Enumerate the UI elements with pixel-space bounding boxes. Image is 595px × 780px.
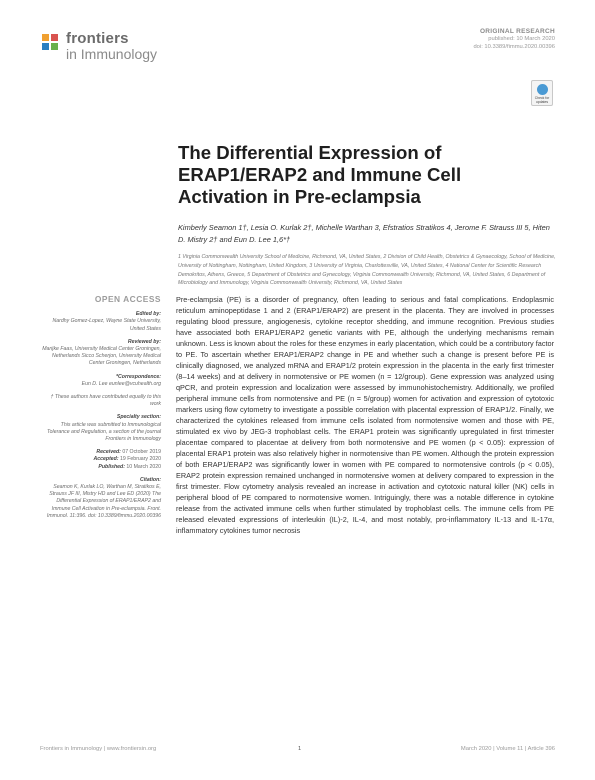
specialty-section-label: Specialty section: <box>116 414 161 421</box>
specialty-section-text: This article was submitted to Immunological Tolerance and Regulation, a section of the journal Frontiers in Immunology <box>46 421 161 443</box>
article-sidebar <box>40 296 161 520</box>
journal-name-line2: in Immunology <box>66 46 158 62</box>
correspondence-text[interactable]: Eun D. Lee eunlee@vcuhealth.org <box>81 380 161 387</box>
editor-text: Nardhy Gomez-Lopez, Wayne State University, United States <box>52 318 161 332</box>
check-for-updates-badge[interactable] <box>531 80 553 106</box>
edited-by-label: Edited by: <box>135 311 161 318</box>
article-type: ORIGINAL RESEARCH <box>479 28 555 35</box>
check-updates-icon <box>537 84 548 95</box>
received-row: Received: 07 October 2019 <box>96 449 161 456</box>
article-dates <box>40 449 161 471</box>
journal-name-line1: frontiers <box>66 30 129 47</box>
article-title: The Differential Expression of ERAP1/ERAP2 and Immune Cell Activation in Pre-eclampsia <box>178 142 462 207</box>
author-list: Kimberly Seamon 1†, Lesia O. Kurlak 2†, Michelle Warthan 3, Efstratios Stratikos 4, Jerome F. Strauss III 5, Hiten D. Mistry 2† and Eun D. Lee 1,6*† <box>178 223 550 244</box>
citation-label: Citation: <box>139 476 161 483</box>
affiliations: 1 Virginia Commonwealth University School of Medicine, Richmond, VA, United States, 2 Division of Child Health, Obstetrics & Gynaecology, School of Medicine, University of Nottingham, Nottingham, United Kingdom, 3 University of Virginia, Charlottesville, VA, United States, 4 National Center for Scientific Research Demokritos, Athens, Greece, 5 Department of Obstetrics and Gynecology, Virginia Commonwealth University, Richmond, VA, United States, 6 Department of Microbiology and Immunology, Virginia Commonwealth University, Richmond, VA, United States <box>178 254 556 287</box>
reviewed-by-label: Reviewed by: <box>127 338 161 345</box>
doi[interactable]: doi: 10.3389/fimmu.2020.00396 <box>473 44 555 50</box>
reviewers-text: Marijke Faas, University Medical Center Groningen, Netherlands Sicco Scherjon, University Medical Center Groningen, Netherlands <box>42 346 161 367</box>
footer-issue-info: March 2020 | Volume 11 | Article 396 <box>460 746 555 752</box>
published-row: Published: 10 March 2020 <box>98 463 161 470</box>
article-header-info <box>355 28 555 51</box>
footer-journal-link[interactable]: Frontiers in Immunology | www.frontiersin.org <box>40 746 157 752</box>
page-number: 1 <box>298 746 302 752</box>
check-updates-label: Check for updates <box>534 96 550 104</box>
equal-contribution-note: † These authors have contributed equally to this work <box>50 394 161 408</box>
journal-logo <box>40 28 170 62</box>
citation-text: Seamon K, Kurlak LO, Warthan M, Stratikos E, Strauss JF III, Mistry HD and Lee ED (2020) The Differential Expression of ERAP1/ERAP2 and Immune Cell Activation in Pre-eclampsia. Front. Immunol. 11:396. doi: 10.3389/fimmu.2020.00396 <box>46 484 161 519</box>
accepted-row: Accepted: 19 February 2020 <box>93 456 161 463</box>
abstract-text: Pre-eclampsia (PE) is a disorder of pregnancy, often leading to serious and fatal complications. Endoplasmic reticulum aminopeptidase 1 and 2 (ERAP1/ERAP2) are present in the placenta. They are involved in processes regulating blood pressure, angiogenesis, cytokine receptor shedding, and immune recognition. Previous studies have associated both ERAP1/ERAP2 genetic variants with PE, although the underlying mechanisms remain unknown. Less is known about the roles for these enzymes in early placentation, which could be a contributory factor to PE. To ascertain whether ERAP1/ERAP2 change in PE and whether such a change is present before PE is clinically diagnosed, we analyzed mRNA and ERAP1/2 protein expression in the placenta in the early first trimester (8–14 weeks) and at delivery in normotensive or PE women (n = 12/group). Gene expression was analyzed using qPCR, and protein expression and localization were assessed by immunohistochemistry. Additionally, we profiled peripheral immune cells from normotensive and PE (n = 5/group) women for activation and expression of cytotoxic markers using flow cytometry to investigate a possible correlation with placental expression of ERAP1/2. Finally, we characterized the cytokines released from immune cells isolated from normotensive women and those with PE, stimulated ex vivo by JEG-3 trophoblast cells. The ERAP1 protein was significantly upregulated in first trimester placentae compared to placentae at delivery from both normotensive and PE women (p < 0.05): expression of placental ERAP1 protein was also relatively higher in normotensive than PE women. Although the protein expression of both ERAP1/ERAP2 was significantly lower in women with PE compared to normotensive controls (p < 0.05), ERAP2 protein expression remained unchanged in normotensive women at delivery compared to expression in the first trimester. Flow cytometry analysis revealed an increase in activation and cytotoxic natural killer (NK) cells in peripheral blood of PE compared to normotensive women. Intriguingly, there was a notable difference in cytokine release from the activated immune cells when further stimulated by trophoblast cells. The immune cells from PE released elevated expressions of interleukin (IL)-2, IL-4, and most notably, pro-inflammatory IL-13 and IL-17α, inflammatory cytokines tumor necrosis <box>176 295 554 535</box>
published-date: published: 10 March 2020 <box>488 36 555 42</box>
open-access-label: OPEN ACCESS <box>94 294 161 304</box>
correspondence-label: *Correspondence: <box>116 373 161 380</box>
frontiers-logo-icon <box>40 32 62 54</box>
